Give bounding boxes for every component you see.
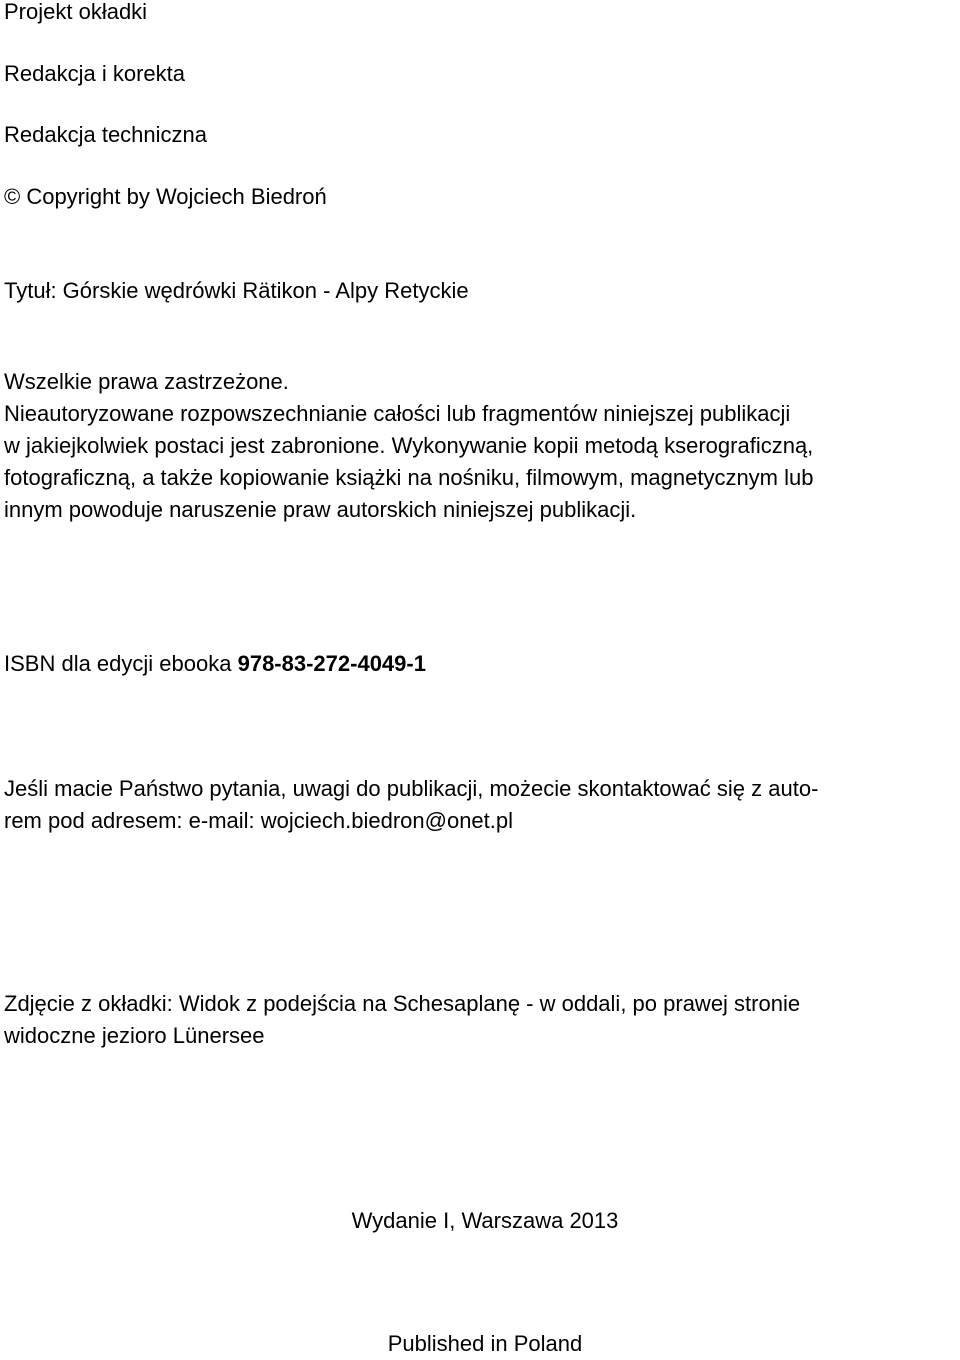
isbn-line: [4, 648, 426, 680]
rights-line: w jakiejkolwiek postaci jest zabronione. Wykonywanie kopii metodą kserograficzną,: [4, 433, 814, 458]
rights-line: Nieautoryzowane rozpowszechnianie całości lub fragmentów niniejszej publikacji: [4, 401, 791, 426]
rights-line: Wszelkie prawa zastrzeżone.: [4, 369, 289, 394]
rights-paragraph: [4, 366, 956, 526]
contact-line: rem pod adresem: e-mail: wojciech.biedron@onet.pl: [4, 808, 514, 833]
rights-line: fotograficzną, a także kopiowanie książki na nośniku, filmowym, magnetycznym lub: [4, 465, 814, 490]
cover-design-credit: Projekt okładki: [4, 0, 148, 24]
contact-line: Jeśli macie Państwo pytania, uwagi do publikacji, możecie skontaktować się z auto-: [4, 776, 819, 801]
title-line: Tytuł: Górskie wędrówki Rätikon - Alpy Retyckie: [4, 278, 469, 303]
contact-paragraph: [4, 773, 956, 837]
cover-photo-paragraph: [4, 988, 956, 1052]
rights-line: innym powoduje naruszenie praw autorskich niniejszej publikacji.: [4, 497, 637, 522]
cover-photo-line: Zdjęcie z okładki: Widok z podejścia na Schesaplanę - w oddali, po prawej stronie: [4, 991, 801, 1016]
published-line: Published in Poland: [387, 1331, 583, 1356]
isbn-label: ISBN dla edycji ebooka: [4, 651, 232, 676]
isbn-number: 978-83-272-4049-1: [237, 651, 426, 676]
cover-photo-line: widoczne jezioro Lünersee: [4, 1023, 265, 1048]
copyright-line: © Copyright by Wojciech Biedroń: [4, 184, 327, 209]
edition-line: Wydanie I, Warszawa 2013: [351, 1208, 619, 1233]
tech-editing-credit: Redakcja techniczna: [4, 122, 208, 147]
editing-credit: Redakcja i korekta: [4, 61, 185, 86]
